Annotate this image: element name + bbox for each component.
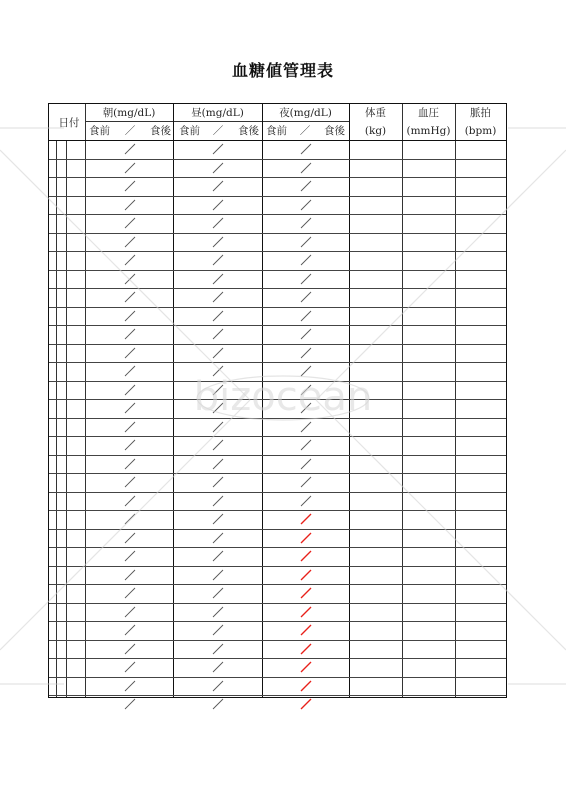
separator-slash (211, 421, 225, 433)
row-rule (49, 307, 506, 308)
separator-slash (123, 532, 137, 544)
separator-slash (123, 458, 137, 470)
date-subcol-rule (56, 141, 57, 697)
row-rule (49, 177, 506, 178)
separator-slash (123, 550, 137, 562)
row-rule (49, 584, 506, 585)
separator-slash (211, 384, 225, 396)
separator-slash (123, 199, 137, 211)
row-rule (49, 418, 506, 419)
dinner-header: 夜(mg/dL) (279, 107, 332, 119)
col-rule (85, 104, 86, 697)
row-rule (49, 529, 506, 530)
separator-slash (123, 384, 137, 396)
separator-slash (299, 384, 313, 396)
separator-slash (211, 439, 225, 451)
separator-slash (211, 162, 225, 174)
separator-slash (123, 310, 137, 322)
separator-slash (299, 587, 313, 599)
separator-slash (299, 569, 313, 581)
pulse-header: 脈拍 (470, 107, 491, 119)
separator-slash (123, 661, 137, 673)
separator-slash (211, 217, 225, 229)
separator-slash (299, 402, 313, 414)
weight-header: 体重 (365, 107, 386, 119)
lunch-slash: ／ (212, 125, 224, 137)
separator-slash (211, 698, 225, 710)
separator-slash (123, 587, 137, 599)
separator-slash (123, 421, 137, 433)
separator-slash (123, 217, 137, 229)
col-rule (455, 104, 456, 697)
separator-slash (123, 273, 137, 285)
separator-slash (123, 439, 137, 451)
separator-slash (299, 291, 313, 303)
separator-slash (299, 476, 313, 488)
separator-slash (211, 587, 225, 599)
breakfast-before-label: 食前 (89, 125, 110, 137)
row-rule (49, 159, 506, 160)
breakfast-header: 朝(mg/dL) (102, 107, 156, 119)
dinner-before-label: 食前 (266, 125, 287, 137)
separator-slash (211, 291, 225, 303)
separator-slash (123, 365, 137, 377)
breakfast-slash: ／ (124, 125, 136, 137)
meal-subheader-rule (85, 121, 349, 122)
separator-slash (299, 365, 313, 377)
separator-slash (123, 254, 137, 266)
separator-slash (299, 643, 313, 655)
separator-slash (123, 698, 137, 710)
separator-slash (123, 495, 137, 507)
separator-slash (299, 698, 313, 710)
separator-slash (211, 624, 225, 636)
separator-slash (123, 402, 137, 414)
separator-slash (123, 291, 137, 303)
row-rule (49, 473, 506, 474)
row-rule (49, 677, 506, 678)
separator-slash (211, 643, 225, 655)
separator-slash (211, 254, 225, 266)
separator-slash (211, 476, 225, 488)
row-rule (49, 492, 506, 493)
separator-slash (211, 273, 225, 285)
separator-slash (299, 143, 313, 155)
separator-slash (299, 217, 313, 229)
separator-slash (123, 328, 137, 340)
col-rule (402, 104, 403, 697)
separator-slash (299, 624, 313, 636)
row-rule (49, 510, 506, 511)
separator-slash (299, 180, 313, 192)
separator-slash (123, 513, 137, 525)
row-rule (49, 196, 506, 197)
separator-slash (211, 402, 225, 414)
row-rule (49, 270, 506, 271)
blood-pressure-header: 血圧 (418, 107, 439, 119)
date-subcol-rule (66, 141, 67, 697)
separator-slash (299, 550, 313, 562)
separator-slash (299, 606, 313, 618)
separator-slash (299, 661, 313, 673)
separator-slash (123, 606, 137, 618)
separator-slash (123, 143, 137, 155)
row-rule (49, 381, 506, 382)
row-rule (49, 566, 506, 567)
row-rule (49, 214, 506, 215)
row-rule (49, 362, 506, 363)
separator-slash (299, 439, 313, 451)
blood-pressure-unit: (mmHg) (406, 125, 451, 137)
separator-slash (299, 328, 313, 340)
separator-slash (299, 162, 313, 174)
separator-slash (123, 162, 137, 174)
separator-slash (123, 643, 137, 655)
row-rule (49, 325, 506, 326)
separator-slash (211, 495, 225, 507)
separator-slash (299, 495, 313, 507)
row-rule (49, 695, 506, 696)
separator-slash (299, 273, 313, 285)
separator-slash (299, 254, 313, 266)
separator-slash (299, 199, 313, 211)
separator-slash (299, 513, 313, 525)
separator-slash (211, 310, 225, 322)
row-rule (49, 640, 506, 641)
separator-slash (211, 458, 225, 470)
separator-slash (211, 143, 225, 155)
separator-slash (211, 661, 225, 673)
separator-slash (299, 236, 313, 248)
row-rule (49, 233, 506, 234)
dinner-after-label: 食後 (324, 125, 345, 137)
separator-slash (211, 236, 225, 248)
pulse-unit: (bpm) (464, 125, 497, 137)
row-rule (49, 251, 506, 252)
row-rule (49, 399, 506, 400)
separator-slash (299, 421, 313, 433)
separator-slash (211, 180, 225, 192)
glucose-log-table (48, 103, 507, 698)
col-rule (262, 104, 263, 697)
separator-slash (299, 458, 313, 470)
separator-slash (299, 347, 313, 359)
separator-slash (123, 569, 137, 581)
separator-slash (211, 328, 225, 340)
separator-slash (211, 606, 225, 618)
breakfast-after-label: 食後 (150, 125, 171, 137)
row-rule (49, 621, 506, 622)
separator-slash (299, 680, 313, 692)
row-rule (49, 658, 506, 659)
row-rule (49, 547, 506, 548)
lunch-after-label: 食後 (238, 125, 259, 137)
lunch-before-label: 食前 (179, 125, 200, 137)
row-rule (49, 288, 506, 289)
separator-slash (211, 532, 225, 544)
separator-slash (123, 476, 137, 488)
separator-slash (123, 624, 137, 636)
separator-slash (211, 569, 225, 581)
weight-unit: (kg) (364, 125, 387, 137)
date-header: 日付 (58, 117, 80, 129)
header-rule (49, 140, 506, 141)
separator-slash (211, 365, 225, 377)
lunch-header: 昼(mg/dL) (191, 107, 244, 119)
row-rule (49, 603, 506, 604)
col-rule (173, 104, 174, 697)
col-rule (349, 104, 350, 697)
separator-slash (123, 347, 137, 359)
separator-slash (211, 550, 225, 562)
row-rule (49, 436, 506, 437)
separator-slash (123, 680, 137, 692)
separator-slash (299, 310, 313, 322)
page-title: 血糖値管理表 (231, 61, 334, 80)
separator-slash (211, 680, 225, 692)
dinner-slash: ／ (299, 125, 311, 137)
row-rule (49, 455, 506, 456)
separator-slash (211, 347, 225, 359)
separator-slash (123, 180, 137, 192)
separator-slash (211, 199, 225, 211)
separator-slash (211, 513, 225, 525)
separator-slash (299, 532, 313, 544)
separator-slash (123, 236, 137, 248)
watermark-logo: bizocean (193, 374, 373, 420)
row-rule (49, 344, 506, 345)
